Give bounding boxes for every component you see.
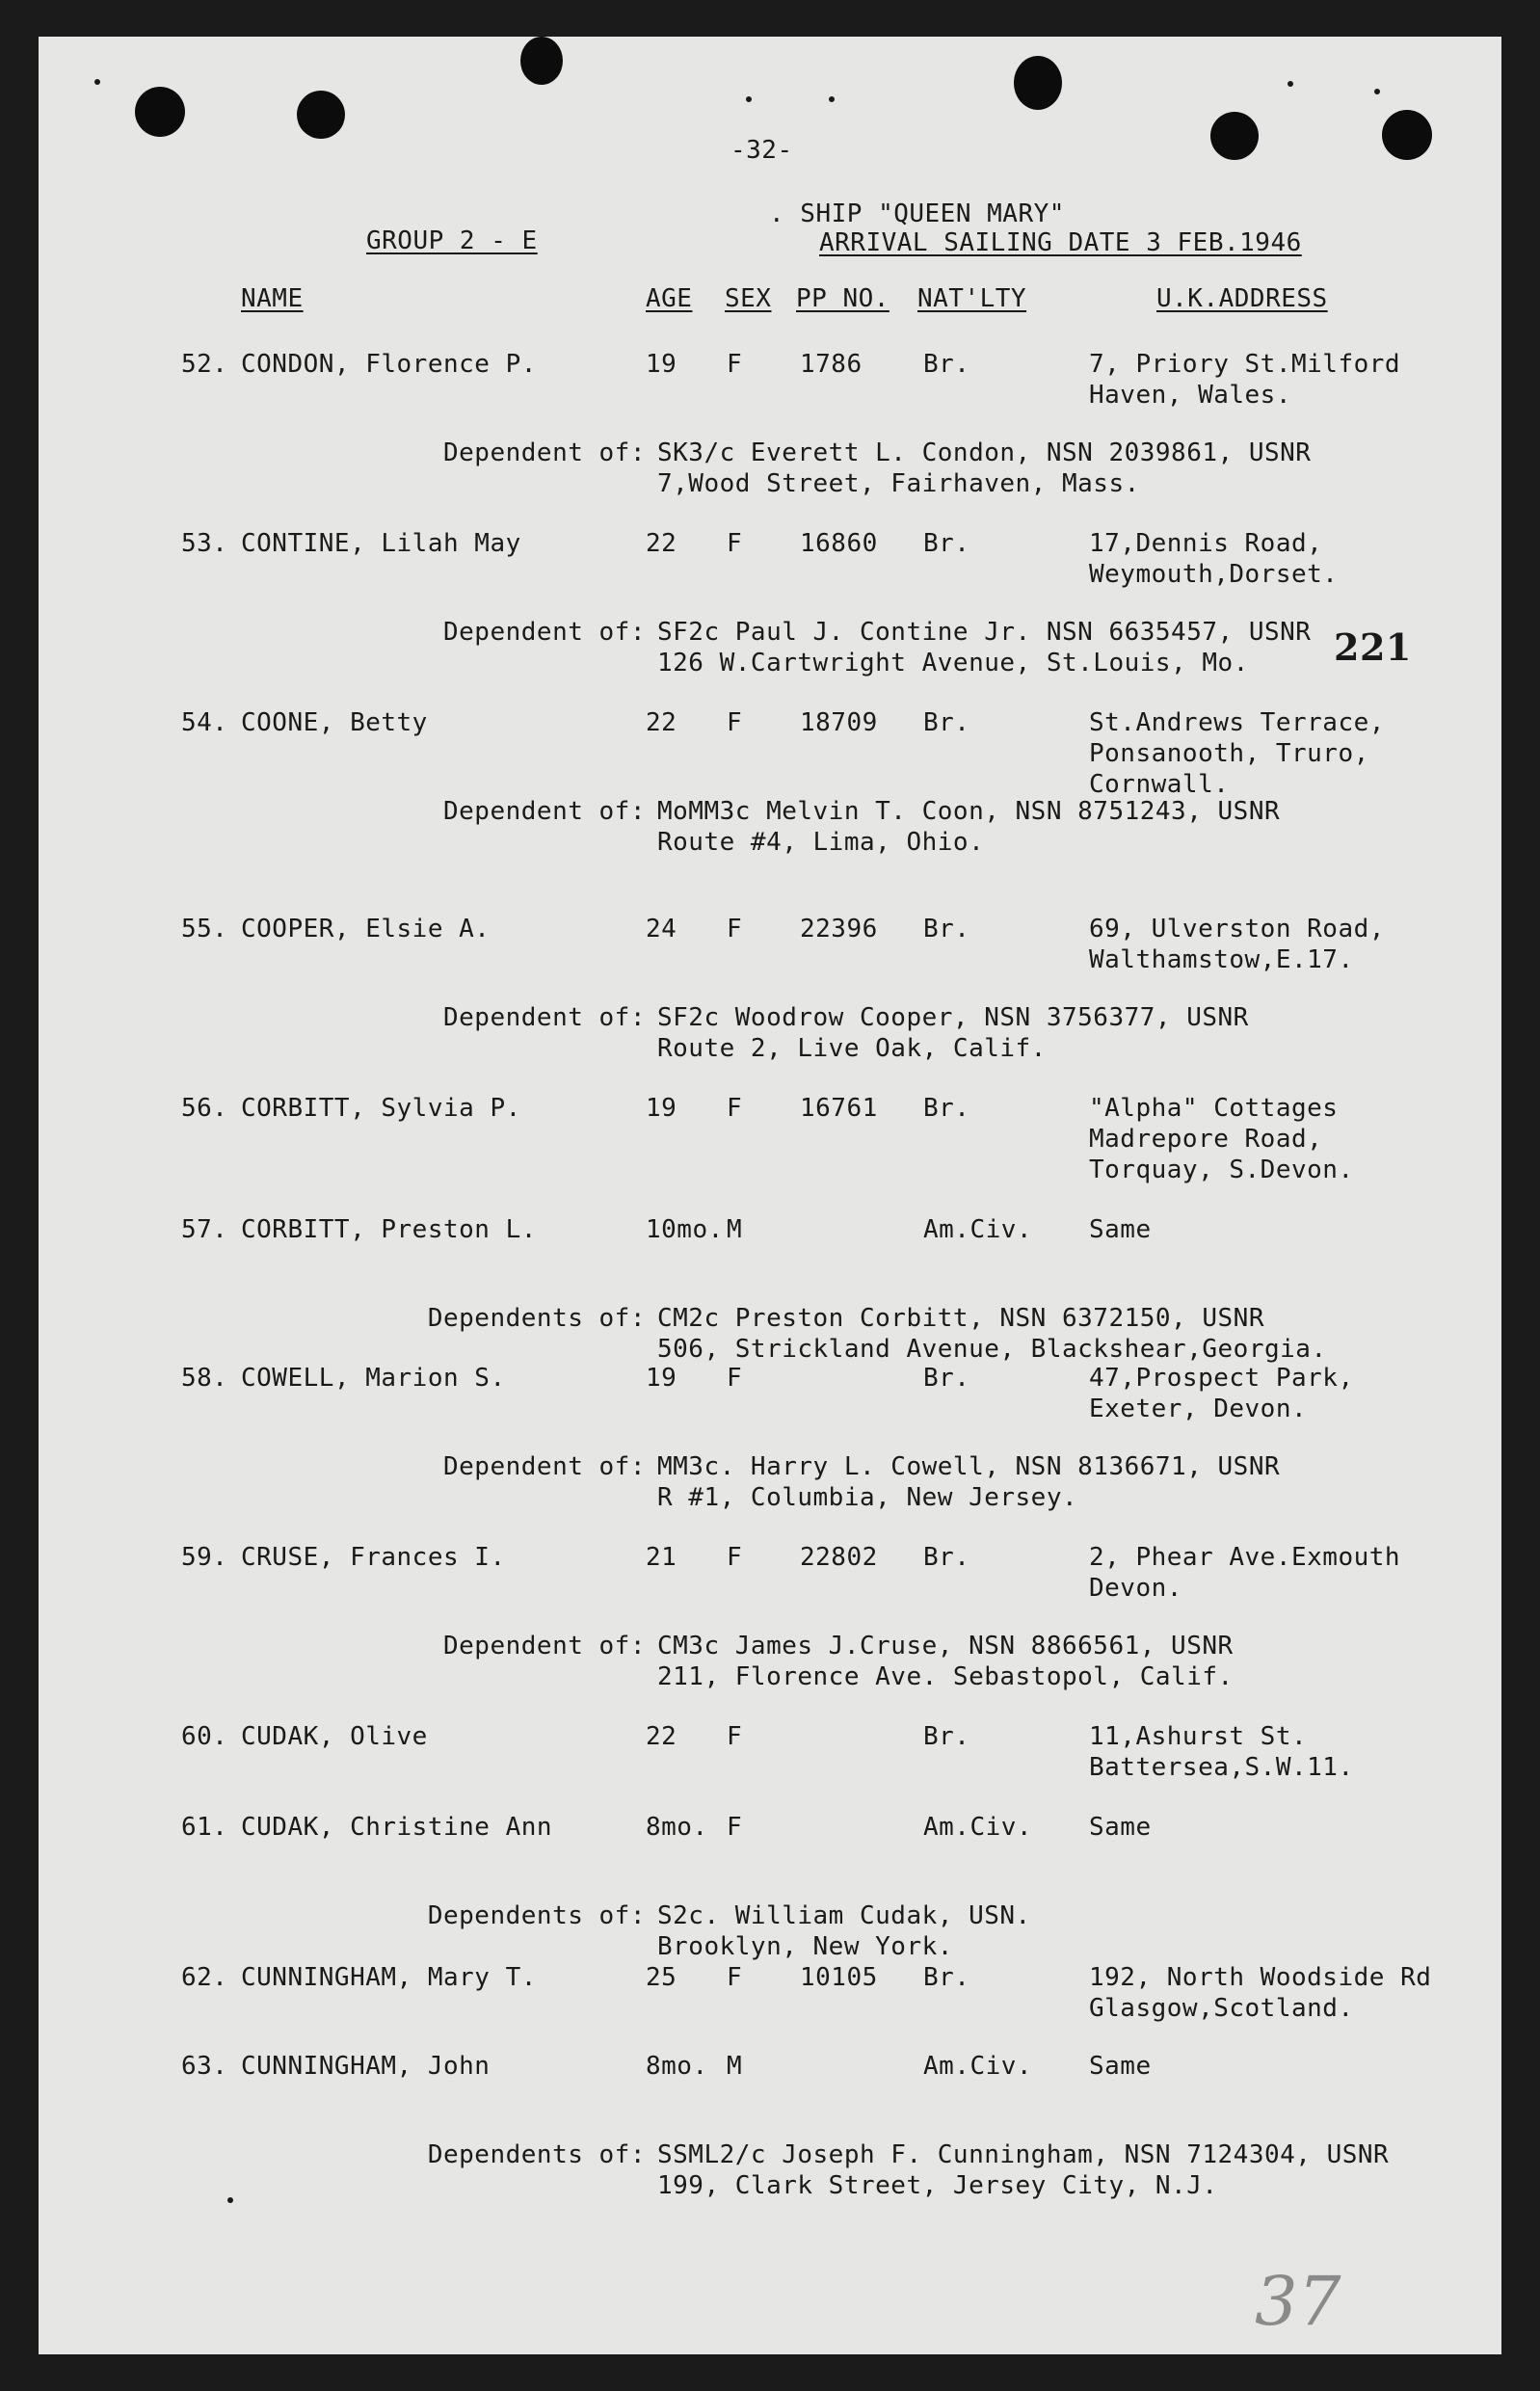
entry-sex: F — [727, 529, 743, 558]
entry-name: CORBITT, Preston L. — [241, 1215, 537, 1244]
dependent-label: Dependents of: — [427, 1304, 646, 1333]
entry-age: 19 — [646, 350, 677, 379]
entry-name: CUNNINGHAM, Mary T. — [241, 1963, 537, 1992]
dependent-line: 506, Strickland Avenue, Blackshear,Georgia. — [657, 1335, 1327, 1364]
entry-age: 22 — [646, 1722, 677, 1751]
entry-age: 21 — [646, 1543, 677, 1572]
mark-dot — [746, 96, 752, 102]
col-sex: SEX — [725, 284, 772, 313]
entry-number: 57. — [181, 1215, 228, 1244]
entry-name: CUDAK, Christine Ann — [241, 1813, 553, 1842]
entry-passport: 22802 — [800, 1543, 878, 1572]
entry-address-line: "Alpha" Cottages — [1089, 1094, 1339, 1123]
dependent-label: Dependent of: — [443, 618, 646, 647]
dependent-line: CM2c Preston Corbitt, NSN 6372150, USNR — [657, 1304, 1264, 1333]
entry-address-line: Weymouth,Dorset. — [1089, 560, 1339, 589]
dependent-label: Dependent of: — [443, 797, 646, 826]
entry-name: COONE, Betty — [241, 708, 428, 737]
entry-number: 61. — [181, 1813, 228, 1842]
col-age: AGE — [646, 284, 693, 313]
entry-name: CUNNINGHAM, John — [241, 2052, 491, 2081]
entry-address-line: Devon. — [1089, 1574, 1182, 1603]
entry-sex: F — [727, 1813, 743, 1842]
entry-age: 8mo. — [646, 2052, 708, 2081]
entry-age: 22 — [646, 708, 677, 737]
ship-name: . SHIP "QUEEN MARY" — [769, 199, 1065, 228]
punch-hole — [297, 91, 345, 139]
pencil-number: 37 — [1255, 2262, 1342, 2341]
entry-name: CRUSE, Frances I. — [241, 1543, 506, 1572]
entry-number: 59. — [181, 1543, 228, 1572]
dependent-line: Route 2, Live Oak, Calif. — [657, 1034, 1047, 1063]
entry-nationality: Am.Civ. — [923, 1215, 1033, 1244]
dependent-line: 126 W.Cartwright Avenue, St.Louis, Mo. — [657, 649, 1249, 677]
sailing-date: ARRIVAL SAILING DATE 3 FEB.1946 — [819, 228, 1302, 257]
dependent-line: R #1, Columbia, New Jersey. — [657, 1483, 1078, 1512]
entry-address-line: Same — [1089, 1215, 1152, 1244]
entry-nationality: Br. — [923, 915, 970, 943]
entry-nationality: Br. — [923, 1543, 970, 1572]
entry-address-line: Same — [1089, 2052, 1152, 2081]
dependent-label: Dependents of: — [427, 1901, 646, 1930]
page-number: -32- — [730, 136, 793, 165]
col-pp: PP NO. — [796, 284, 889, 313]
dependent-line: S2c. William Cudak, USN. — [657, 1901, 1031, 1930]
dependent-line: 7,Wood Street, Fairhaven, Mass. — [657, 469, 1140, 498]
col-nationality: NAT'LTY — [917, 284, 1027, 313]
entry-passport: 22396 — [800, 915, 878, 943]
dependent-line: MoMM3c Melvin T. Coon, NSN 8751243, USNR — [657, 797, 1281, 826]
entry-number: 53. — [181, 529, 228, 558]
entry-address-line: Torquay, S.Devon. — [1089, 1156, 1354, 1184]
punch-hole — [1210, 112, 1259, 160]
entry-nationality: Am.Civ. — [923, 2052, 1033, 2081]
mark-dot — [94, 79, 100, 85]
dependent-label: Dependent of: — [443, 1632, 646, 1660]
entry-address-line: Haven, Wales. — [1089, 381, 1291, 410]
entry-passport: 16860 — [800, 529, 878, 558]
dependent-label: Dependent of: — [443, 1003, 646, 1032]
entry-address-line: Ponsanooth, Truro, — [1089, 739, 1369, 768]
entry-age: 24 — [646, 915, 677, 943]
entry-age: 19 — [646, 1364, 677, 1393]
dependent-line: 211, Florence Ave. Sebastopol, Calif. — [657, 1662, 1234, 1691]
entry-name: CONTINE, Lilah May — [241, 529, 521, 558]
dependent-line: SSML2/c Joseph F. Cunningham, NSN 7124304, USNR — [657, 2140, 1390, 2169]
entry-address-line: 17,Dennis Road, — [1089, 529, 1323, 558]
entry-nationality: Br. — [923, 350, 970, 379]
entry-nationality: Br. — [923, 1094, 970, 1123]
entry-number: 58. — [181, 1364, 228, 1393]
entry-sex: F — [727, 708, 743, 737]
punch-hole — [135, 87, 185, 137]
dependent-line: SK3/c Everett L. Condon, NSN 2039861, USNR — [657, 438, 1312, 467]
entry-nationality: Am.Civ. — [923, 1813, 1033, 1842]
entry-name: CONDON, Florence P. — [241, 350, 537, 379]
mark-dot — [1374, 89, 1380, 94]
entry-nationality: Br. — [923, 1364, 970, 1393]
col-address: U.K.ADDRESS — [1156, 284, 1328, 313]
entry-address-line: St.Andrews Terrace, — [1089, 708, 1385, 737]
entry-address-line: 2, Phear Ave.Exmouth — [1089, 1543, 1401, 1572]
dependent-line: MM3c. Harry L. Cowell, NSN 8136671, USNR — [657, 1452, 1281, 1481]
dependent-label: Dependent of: — [443, 1452, 646, 1481]
mark-dot — [227, 2197, 233, 2203]
entry-address-line: Same — [1089, 1813, 1152, 1842]
group-label: GROUP 2 - E — [366, 226, 538, 255]
entry-age: 10mo. — [646, 1215, 724, 1244]
entry-address-line: Exeter, Devon. — [1089, 1395, 1308, 1423]
entry-age: 25 — [646, 1963, 677, 1992]
dependent-line: Brooklyn, New York. — [657, 1932, 953, 1961]
entry-name: CUDAK, Olive — [241, 1722, 428, 1751]
entry-nationality: Br. — [923, 1963, 970, 1992]
entry-nationality: Br. — [923, 1722, 970, 1751]
dependent-line: CM3c James J.Cruse, NSN 8866561, USNR — [657, 1632, 1234, 1660]
entry-sex: F — [727, 1722, 743, 1751]
mark-dot — [829, 96, 835, 102]
entry-address-line: Glasgow,Scotland. — [1089, 1994, 1354, 2023]
entry-passport: 16761 — [800, 1094, 878, 1123]
entry-number: 54. — [181, 708, 228, 737]
stamp-number: 221 — [1334, 625, 1412, 669]
entry-number: 55. — [181, 915, 228, 943]
entry-name: CORBITT, Sylvia P. — [241, 1094, 521, 1123]
entry-number: 62. — [181, 1963, 228, 1992]
entry-address-line: 7, Priory St.Milford — [1089, 350, 1401, 379]
entry-sex: F — [727, 1543, 743, 1572]
dependent-label: Dependents of: — [427, 2140, 646, 2169]
entry-passport: 10105 — [800, 1963, 878, 1992]
entry-address-line: 47,Prospect Park, — [1089, 1364, 1354, 1393]
entry-age: 19 — [646, 1094, 677, 1123]
dependent-line: 199, Clark Street, Jersey City, N.J. — [657, 2171, 1218, 2200]
entry-address-line: Madrepore Road, — [1089, 1125, 1323, 1154]
entry-name: COWELL, Marion S. — [241, 1364, 506, 1393]
punch-hole — [520, 37, 563, 85]
col-name: NAME — [241, 284, 304, 313]
entry-sex: F — [727, 1963, 743, 1992]
entry-number: 56. — [181, 1094, 228, 1123]
document-page — [39, 37, 1501, 2354]
mark-dot — [1288, 81, 1293, 87]
entry-sex: F — [727, 1094, 743, 1123]
entry-sex: F — [727, 915, 743, 943]
entry-passport: 18709 — [800, 708, 878, 737]
entry-age: 22 — [646, 529, 677, 558]
dependent-line: Route #4, Lima, Ohio. — [657, 828, 985, 857]
dependent-line: SF2c Paul J. Contine Jr. NSN 6635457, USNR — [657, 618, 1312, 647]
entry-age: 8mo. — [646, 1813, 708, 1842]
entry-address-line: 69, Ulverston Road, — [1089, 915, 1385, 943]
dependent-line: SF2c Woodrow Cooper, NSN 3756377, USNR — [657, 1003, 1249, 1032]
entry-sex: M — [727, 2052, 743, 2081]
entry-sex: F — [727, 350, 743, 379]
punch-hole — [1014, 56, 1062, 110]
entry-number: 63. — [181, 2052, 228, 2081]
entry-address-line: Walthamstow,E.17. — [1089, 945, 1354, 974]
entry-number: 60. — [181, 1722, 228, 1751]
entry-passport: 1786 — [800, 350, 863, 379]
entry-nationality: Br. — [923, 708, 970, 737]
entry-name: COOPER, Elsie A. — [241, 915, 491, 943]
entry-address-line: 11,Ashurst St. — [1089, 1722, 1308, 1751]
entry-number: 52. — [181, 350, 228, 379]
entry-sex: M — [727, 1215, 743, 1244]
entry-sex: F — [727, 1364, 743, 1393]
entry-address-line: 192, North Woodside Rd — [1089, 1963, 1432, 1992]
entry-nationality: Br. — [923, 529, 970, 558]
punch-hole — [1382, 110, 1432, 160]
dependent-label: Dependent of: — [443, 438, 646, 467]
entry-address-line: Cornwall. — [1089, 770, 1230, 799]
entry-address-line: Battersea,S.W.11. — [1089, 1753, 1354, 1782]
